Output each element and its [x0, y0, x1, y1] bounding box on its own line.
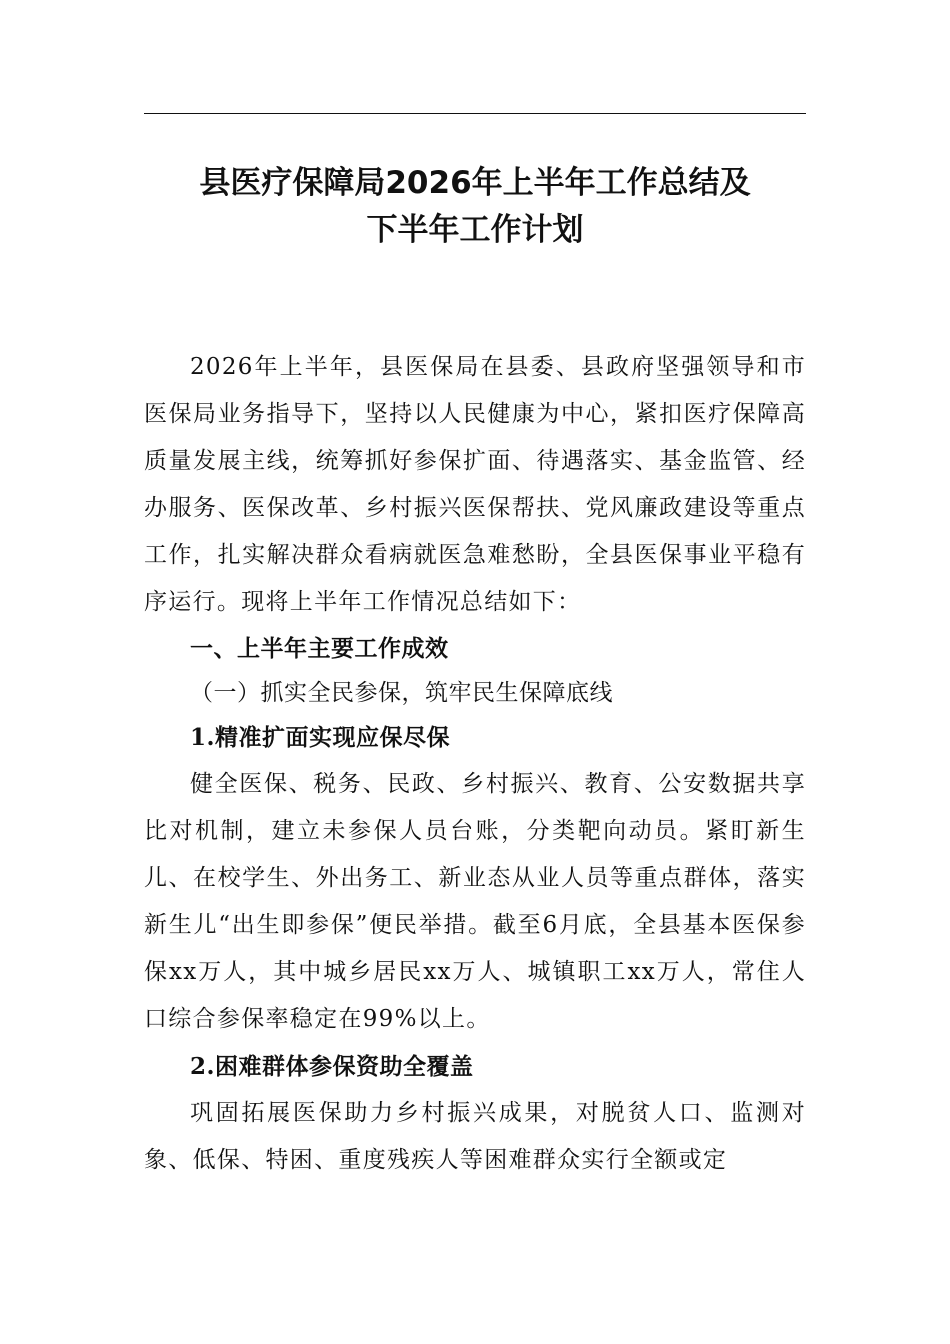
title-line-2: 下半年工作计划 — [366, 212, 584, 248]
item-paragraph-1: 健全医保、税务、民政、乡村振兴、教育、公安数据共享比对机制，建立未参保人员台账，分类靶向动员。紧盯新生儿、在校学生、外出务工、新业态从业人员等重点群体，落实新生儿“出生即参保”便民举措。截至6月底，全县基本医保参保xx万人，其中城乡居民xx万人、城镇职工xx万人，常住人口综合参保率稳定在99%以上。 — [144, 771, 806, 1032]
item-paragraph-2: 巩固拓展医保助力乡村振兴成果，对脱贫人口、监测对象、低保、特困、重度残疾人等困难群众实行全额或定 — [144, 1100, 806, 1173]
document-body — [144, 344, 806, 1184]
item-heading-2: 2.困难群体参保资助全覆盖 — [190, 1053, 474, 1080]
subsection-heading: （一）抓实全民参保，筑牢民生保障底线 — [190, 680, 613, 706]
item-heading-1: 1.精准扩面实现应保尽保 — [190, 724, 451, 751]
document-title — [144, 160, 806, 254]
header-rule — [144, 113, 806, 114]
intro-paragraph: 2026年上半年，县医保局在县委、县政府坚强领导和市医保局业务指导下，坚持以人民健康为中心，紧扣医疗保障高质量发展主线，统筹抓好参保扩面、待遇落实、基金监管、经办服务、医保改革、乡村振兴医保帮扶、党风廉政建设等重点工作，扎实解决群众看病就医急难愁盼，全县医保事业平稳有序运行。现将上半年工作情况总结如下： — [144, 354, 806, 615]
title-line-1: 县医疗保障局2026年上半年工作总结及 — [199, 165, 751, 201]
section-heading: 一、上半年主要工作成效 — [190, 636, 449, 662]
